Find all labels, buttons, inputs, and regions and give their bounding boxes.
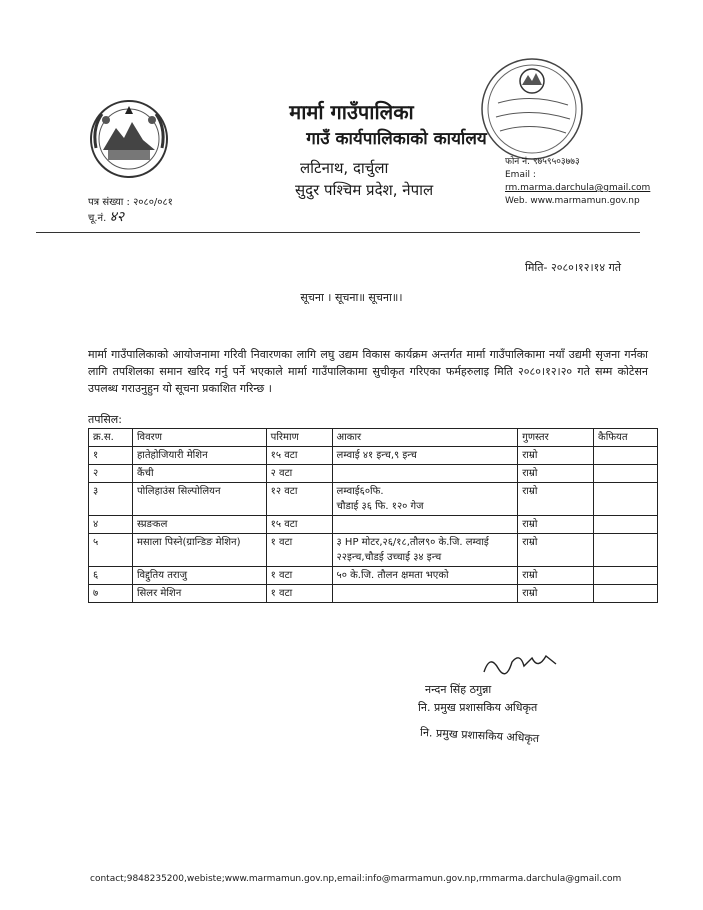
table-header-cell: कैफियत <box>594 429 658 447</box>
table-header-cell: आकार <box>332 429 518 447</box>
table-row <box>89 516 658 534</box>
table-cell: लम्वाई६०फि. चौडाई ३६ फि. १२० गेज <box>332 483 518 516</box>
table-cell: १५ वटा <box>266 447 332 465</box>
table-cell: ५ <box>89 534 133 567</box>
table-header-cell: विवरण <box>132 429 266 447</box>
table-cell: ४ <box>89 516 133 534</box>
email-link[interactable]: rm.marma.darchula@gmail.com <box>505 183 651 193</box>
table-cell: १ <box>89 447 133 465</box>
reference-block <box>88 195 173 226</box>
table-row <box>89 585 658 603</box>
table-header-cell: क्र.स. <box>89 429 133 447</box>
table-cell: स्प्रङकल <box>132 516 266 534</box>
table-cell <box>594 585 658 603</box>
notice-title: सूचना । सूचना॥ सूचना॥। <box>300 291 403 304</box>
table-cell: १५ वटा <box>266 516 332 534</box>
footer-contact: contact;9848235200,webiste;www.marmamun.gov.np,email:info@marmamun.gov.np,rmmarma.darchula@gmail.com <box>90 874 622 884</box>
table-cell: ३ <box>89 483 133 516</box>
contact-block <box>505 156 650 208</box>
table-cell: १२ वटा <box>266 483 332 516</box>
table-cell: राम्रो <box>518 534 594 567</box>
date-text: मिति- २०८०।१२।१४ गते <box>525 261 622 274</box>
patra-sankhya: पत्र संख्या : २०८०/०८१ <box>88 197 173 208</box>
table-cell <box>594 483 658 516</box>
table-row <box>89 483 658 516</box>
table-cell: ३ HP मोटर,२६/१८,तौल९० के.जि. लम्वाई २२इन्च,चौडई उच्चाई ३४ इन्च <box>332 534 518 567</box>
table-header-cell: परिमाण <box>266 429 332 447</box>
table-header-cell: गुणस्तर <box>518 429 594 447</box>
table-cell: २ वटा <box>266 465 332 483</box>
table-cell: १ वटा <box>266 534 332 567</box>
table-cell <box>594 516 658 534</box>
table-cell: सिलर मेशिन <box>132 585 266 603</box>
email-label: Email : <box>505 170 536 180</box>
signature-scrawl-icon <box>480 650 560 680</box>
table-cell <box>594 465 658 483</box>
org-subtitle: गाउँ कार्यपालिकाको कार्यालय <box>306 129 487 149</box>
web-text: Web. www.marmamun.gov.np <box>505 196 640 206</box>
table-cell <box>332 465 518 483</box>
office-seal-icon <box>478 55 586 163</box>
table-cell <box>594 567 658 585</box>
table-cell: १ वटा <box>266 585 332 603</box>
signatory-name: नन्दन सिंह ठगुन्ना <box>425 683 492 696</box>
items-table <box>88 428 658 603</box>
table-cell: राम्रो <box>518 516 594 534</box>
table-cell <box>594 447 658 465</box>
table-row <box>89 534 658 567</box>
table-cell <box>332 516 518 534</box>
table-cell: राम्रो <box>518 567 594 585</box>
cha-no <box>88 210 173 226</box>
signatory-title: नि. प्रमुख प्रशासकिय अधिकृत <box>418 701 538 714</box>
org-address-line2: सुदुर पश्चिम प्रदेश, नेपाल <box>295 181 434 199</box>
table-cell: १ वटा <box>266 567 332 585</box>
table-cell: कैंची <box>132 465 266 483</box>
table-cell: विद्दुतिय तराजु <box>132 567 266 585</box>
table-cell: राम्रो <box>518 447 594 465</box>
designation-stamp: नि. प्रमुख प्रशासकिय अधिकृत <box>419 725 540 746</box>
table-cell: राम्रो <box>518 465 594 483</box>
table-cell: ७ <box>89 585 133 603</box>
table-cell: पोलिहाउंस सिल्पोलियन <box>132 483 266 516</box>
phone-text: फोन नं. ९७५९५०३७७३ <box>505 157 580 167</box>
cha-no-value: ४२ <box>109 209 125 225</box>
table-cell: ५० के.जि. तौलन क्षमता भएको <box>332 567 518 585</box>
table-cell: २ <box>89 465 133 483</box>
table-header-row <box>89 429 658 447</box>
table-cell: हातेहोजियारी मेशिन <box>132 447 266 465</box>
table-cell <box>332 585 518 603</box>
header-divider <box>36 232 640 233</box>
org-title: मार्मा गाउँपालिका <box>289 100 414 124</box>
table-row <box>89 567 658 585</box>
table-cell <box>594 534 658 567</box>
table-row <box>89 447 658 465</box>
table-cell: मसाला पिस्ने(ग्रान्डिङ मेशिन) <box>132 534 266 567</box>
table-cell: ६ <box>89 567 133 585</box>
table-cell: राम्रो <box>518 585 594 603</box>
table-cell: राम्रो <box>518 483 594 516</box>
body-paragraph: मार्मा गाउँपालिकाको आयोजनामा गरिवी निवारणका लागि लघु उद्यम विकास कार्यक्रम अन्तर्गत मार्मा गाउँपालिकामा नयाँ उद्यमी सृजना गर्नका लागि तपशिलका समान खरिद गर्नु पर्ने भएकाले मार्मा गाउँपालिकामा सुचीकृत गरिएका फर्महरुलाइ मिति २०८०।१२।२० गते सम्म कोटेसन उपलब्ध गराउनुहुन यो सूचना प्रकाशित गरिन्छ । <box>88 348 648 395</box>
org-address-line1: लटिनाथ, दार्चुला <box>300 159 389 177</box>
cha-no-label: चू.नं. <box>88 213 107 224</box>
table-cell: लम्वाई ४१ इन्च,९ इन्च <box>332 447 518 465</box>
tapasil-label: तपसिल: <box>88 413 122 426</box>
table-row <box>89 465 658 483</box>
